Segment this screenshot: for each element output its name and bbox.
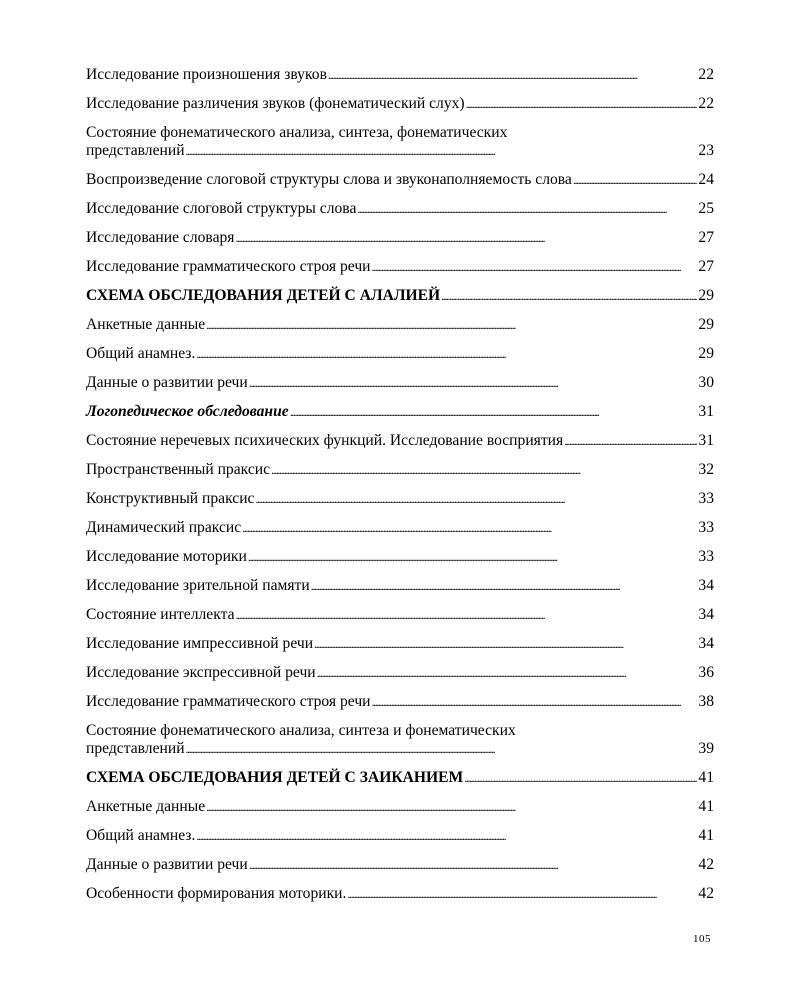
toc-entry-title: Исследование произношения звуков (86, 66, 327, 83)
toc-entry-title: Общий анамнез. (86, 827, 196, 844)
toc-entry (86, 95, 714, 113)
toc-leader-dots (235, 229, 697, 247)
toc-entry-page: 22 (698, 66, 714, 83)
toc-entry-page: 32 (698, 461, 714, 478)
toc-entry-title: Анкетные данные (86, 798, 206, 815)
toc-entry-page: 27 (698, 229, 714, 246)
toc-entry (86, 461, 714, 479)
toc-entry-title: Особенности формирования моторики. (86, 885, 347, 902)
toc-leader-dots (242, 519, 697, 537)
toc-leader-dots (347, 885, 697, 903)
toc-entry-title: Пространственный праксис (86, 461, 271, 478)
toc-entry-page: 31 (698, 403, 714, 420)
toc-entry-page: 27 (698, 258, 714, 275)
toc-entry (86, 722, 714, 758)
toc-entry-title: Исследование зрительной памяти (86, 577, 310, 594)
toc-entry (86, 490, 714, 508)
toc-entry-page: 31 (698, 432, 714, 449)
toc-entry-title: Логопедическое обследование (86, 403, 289, 420)
toc-entry-title: Данные о развитии речи (86, 856, 248, 873)
toc-entry-title: Исследование грамматического строя речи (86, 258, 371, 275)
toc-entry-title: Исследование импрессивной речи (86, 635, 314, 652)
toc-leader-dots (249, 856, 698, 874)
toc-entry (86, 856, 714, 874)
toc-leader-dots (248, 548, 698, 566)
toc-entry-page: 41 (698, 769, 714, 786)
toc-leader-dots (564, 432, 697, 450)
toc-leader-dots (290, 403, 698, 421)
toc-leader-dots (317, 664, 698, 682)
toc-entry (86, 432, 714, 450)
toc-leader-dots (314, 635, 697, 653)
toc-leader-dots (255, 490, 697, 508)
table-of-contents (86, 66, 714, 914)
toc-leader-dots (573, 171, 698, 189)
toc-entry-page: 41 (698, 827, 714, 844)
toc-entry-title: Исследование экспрессивной речи (86, 664, 316, 681)
toc-entry-title: Воспроизведение слоговой структуры слова и звуконаполняемость слова (86, 171, 572, 188)
toc-entry-title: СХЕМА ОБСЛЕДОВАНИЯ ДЕТЕЙ С ЗАИКАНИЕМ (86, 769, 464, 786)
toc-entry (86, 316, 714, 334)
toc-entry-page: 29 (698, 345, 714, 362)
toc-entry (86, 635, 714, 653)
toc-leader-dots (186, 142, 698, 160)
toc-entry-title: представлений (86, 740, 185, 757)
toc-entry (86, 171, 714, 189)
page-number: 105 (693, 933, 711, 945)
toc-entry-page: 25 (698, 200, 714, 217)
toc-entry (86, 577, 714, 595)
toc-entry-page: 33 (698, 519, 714, 536)
toc-entry-page: 29 (698, 287, 714, 304)
toc-leader-dots (249, 374, 698, 392)
toc-entry (86, 124, 714, 160)
toc-entry (86, 548, 714, 566)
toc-entry-title: Исследование моторики (86, 548, 247, 565)
toc-entry (86, 885, 714, 903)
toc-entry-page: 29 (698, 316, 714, 333)
toc-entry-page: 42 (698, 885, 714, 902)
toc-entry (86, 374, 714, 392)
toc-entry-page: 38 (698, 693, 714, 710)
toc-leader-dots (464, 769, 697, 787)
toc-entry-page: 23 (698, 142, 714, 159)
toc-entry-page: 34 (698, 606, 714, 623)
toc-entry-title: Исследование слоговой структуры слова (86, 200, 357, 217)
toc-leader-dots (206, 316, 697, 334)
toc-entry (86, 66, 714, 84)
toc-entry (86, 693, 714, 711)
toc-entry (86, 229, 714, 247)
toc-entry-title: представлений (86, 142, 185, 159)
toc-entry-page: 41 (698, 798, 714, 815)
toc-leader-dots (372, 258, 698, 276)
toc-leader-dots (372, 693, 698, 711)
toc-entry-page: 33 (698, 548, 714, 565)
toc-entry-title: Исследование словаря (86, 229, 235, 246)
toc-entry-title: Исследование различения звуков (фонематический слух) (86, 95, 465, 112)
toc-entry-page: 30 (698, 374, 714, 391)
toc-entry-page: 22 (698, 95, 714, 112)
toc-leader-dots (196, 345, 697, 363)
toc-leader-dots (466, 95, 698, 113)
toc-entry (86, 519, 714, 537)
toc-entry-page: 33 (698, 490, 714, 507)
toc-leader-dots (311, 577, 698, 595)
toc-entry (86, 345, 714, 363)
toc-leader-dots (206, 798, 697, 816)
toc-entry-title: Динамический праксис (86, 519, 242, 536)
toc-entry (86, 827, 714, 845)
toc-entry-page: 34 (698, 635, 714, 652)
toc-entry-title-line1: Состояние фонематического анализа, синтеза, фонематических (86, 124, 508, 141)
toc-leader-dots (441, 287, 697, 305)
toc-section-heading (86, 287, 714, 305)
toc-subsection-heading (86, 403, 714, 421)
toc-entry-title: Состояние неречевых психических функций. Исследование восприятия (86, 432, 564, 449)
toc-entry (86, 258, 714, 276)
toc-entry-title: СХЕМА ОБСЛЕДОВАНИЯ ДЕТЕЙ С АЛАЛИЕЙ (86, 287, 441, 304)
toc-entry-page: 24 (698, 171, 714, 188)
toc-leader-dots (271, 461, 697, 479)
toc-entry-page: 39 (698, 740, 714, 757)
toc-entry-title: Конструктивный праксис (86, 490, 255, 507)
toc-leader-dots (357, 200, 697, 218)
toc-entry-title: Состояние интеллекта (86, 606, 235, 623)
toc-entry (86, 606, 714, 624)
toc-entry-page: 34 (698, 577, 714, 594)
toc-entry-title: Исследование грамматического строя речи (86, 693, 371, 710)
toc-entry-title: Общий анамнез. (86, 345, 196, 362)
toc-entry-page: 42 (698, 856, 714, 873)
toc-section-heading (86, 769, 714, 787)
toc-entry (86, 798, 714, 816)
toc-leader-dots (328, 66, 697, 84)
toc-entry-title: Анкетные данные (86, 316, 206, 333)
toc-entry-title-line1: Состояние фонематического анализа, синтеза и фонематических (86, 722, 516, 739)
toc-entry-title: Данные о развитии речи (86, 374, 248, 391)
toc-entry (86, 664, 714, 682)
toc-leader-dots (186, 740, 698, 758)
toc-leader-dots (236, 606, 698, 624)
toc-entry (86, 200, 714, 218)
toc-leader-dots (196, 827, 697, 845)
toc-entry-page: 36 (698, 664, 714, 681)
